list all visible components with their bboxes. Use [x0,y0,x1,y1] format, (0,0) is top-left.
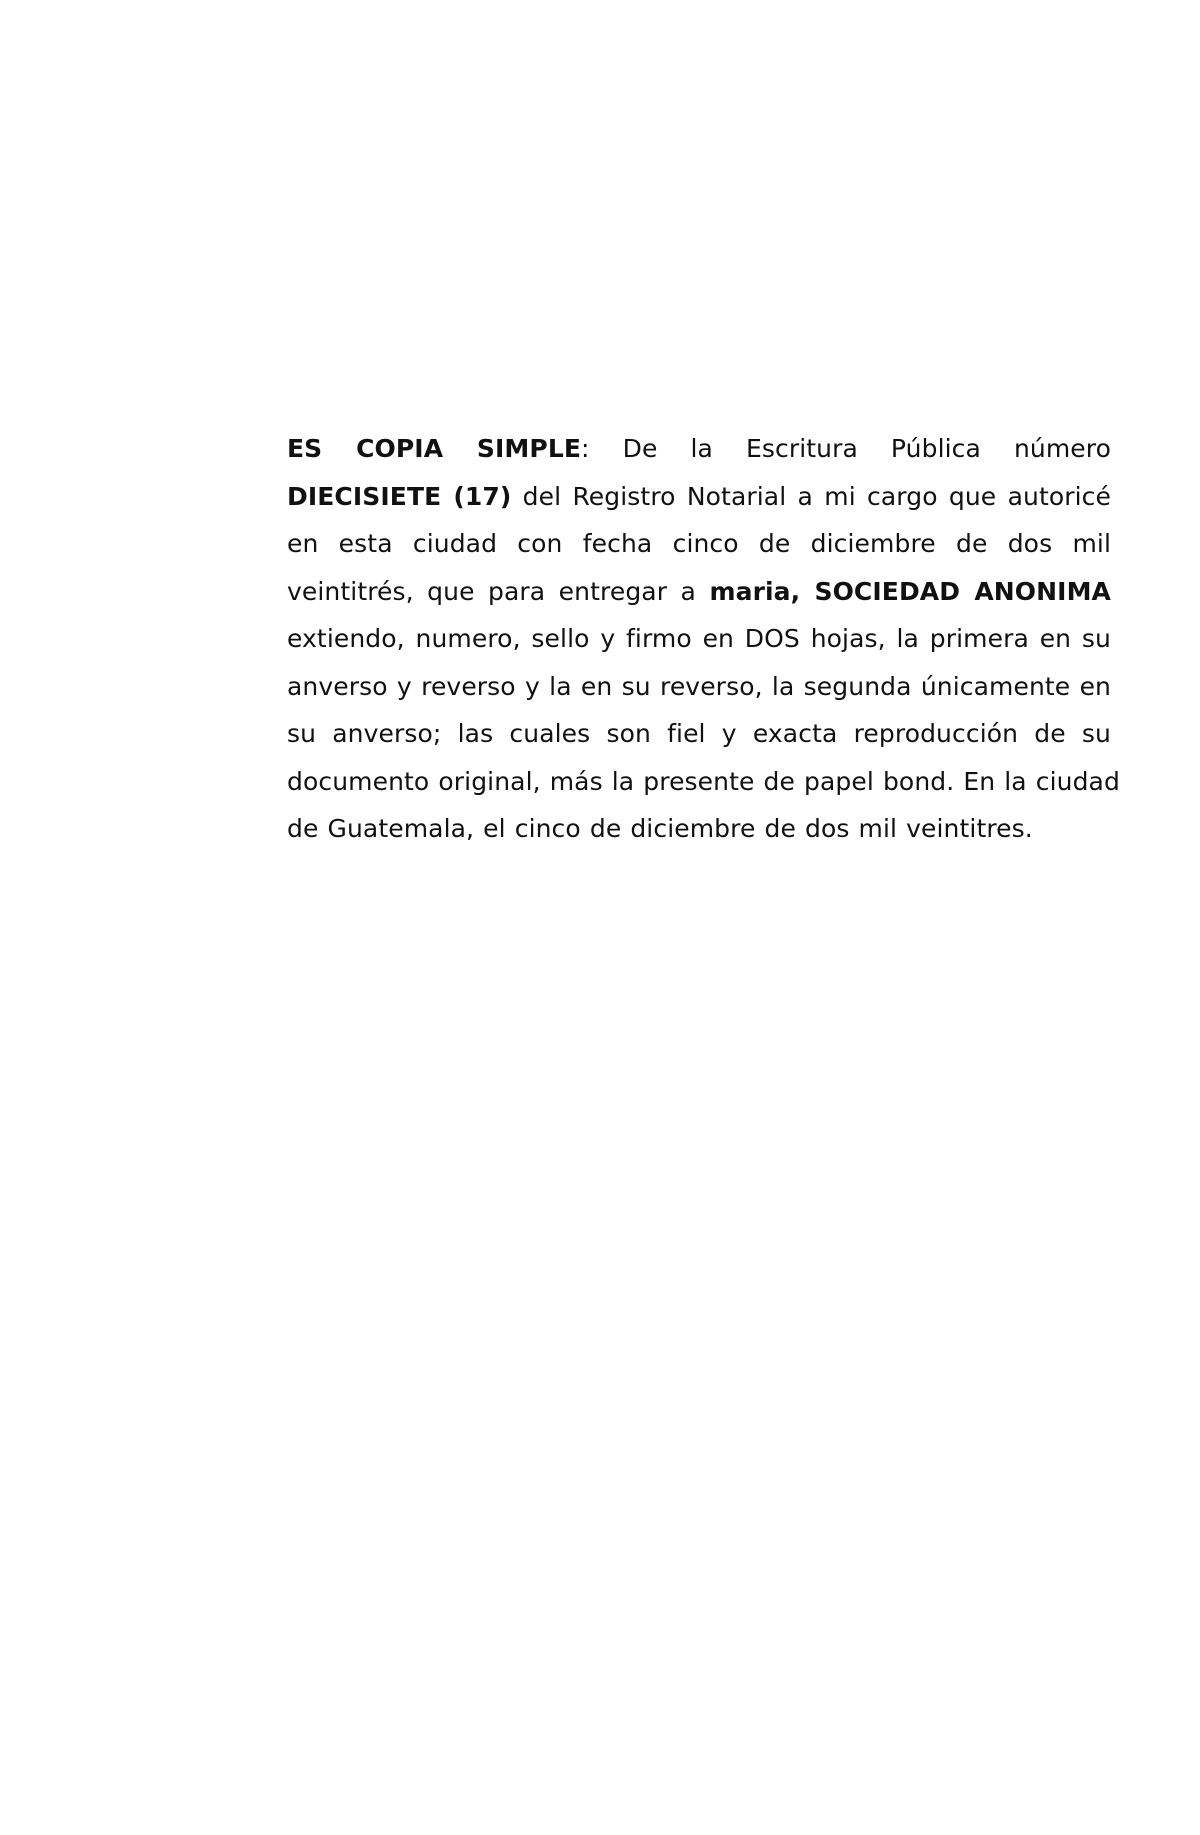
text-segment: su anverso; las cuales son fiel y exacta reproducción de su [287,719,1111,748]
text-segment: del Registro Notarial a mi cargo que autoricé [511,481,1111,511]
text-segment: anverso y reverso y la en su reverso, la segunda únicamente en [287,671,1111,701]
bold-text-segment: DIECISIETE (17) [287,481,512,511]
text-segment: extiendo, numero, sello y firmo en DOS hojas, la primera en su [287,624,1111,653]
bold-text-segment: ES COPIA SIMPLE [287,434,582,463]
text-line [287,663,1111,711]
text-line [287,473,1111,521]
text-line [287,615,1111,663]
text-line [287,425,1111,473]
text-line [287,805,1111,853]
text-segment: : De la Escritura Pública número [581,434,1112,463]
text-line [287,710,1111,758]
text-segment: de Guatemala, el cinco de diciembre de dos mil veintitres. [287,814,1033,843]
text-line [287,520,1111,568]
bold-text-segment: maria, SOCIEDAD ANONIMA [709,576,1111,606]
text-segment: veintitrés, que para entregar a [287,576,710,606]
certification-paragraph [287,425,1120,853]
text-segment: documento original, más la presente de papel bond. En la ciudad [287,766,1120,796]
text-line [287,568,1111,616]
text-line [287,758,1120,806]
text-segment: en esta ciudad con fecha cinco de diciembre de dos mil [287,529,1111,558]
